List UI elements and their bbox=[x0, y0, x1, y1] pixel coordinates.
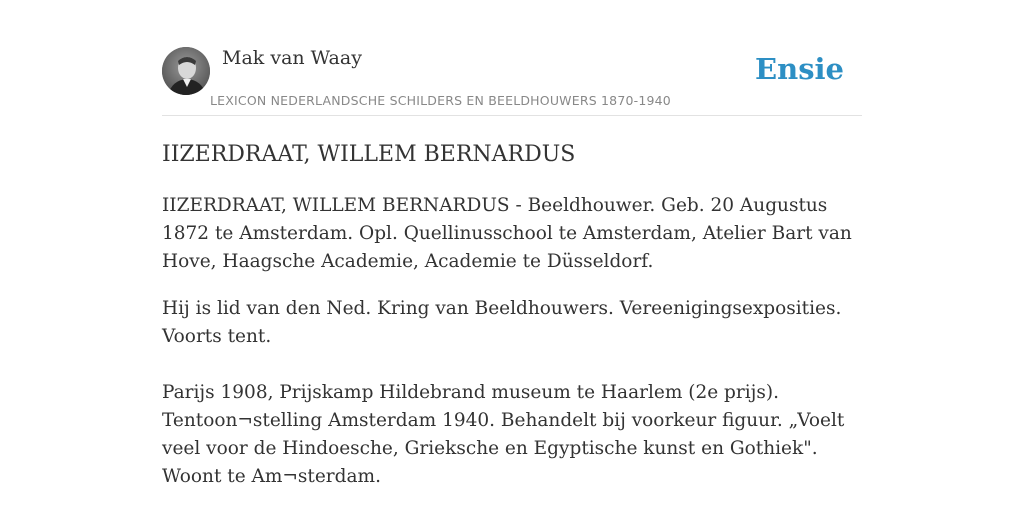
page-header bbox=[162, 46, 862, 116]
entry-paragraph: Hij is lid van den Ned. Kring van Beeldhouwers. Vereenigingsexposities. Voorts tent. Parijs 1908, Prijskamp Hildebrand museum te Haarlem (2e prijs). Tentoon¬stelling Amsterdam 1940. Behandelt bij voorkeur figuur. „Voelt veel voor de Hindoesche, Grieksche en Egyptische kunst en Gothiek". Woont te Am¬sterdam. bbox=[162, 298, 845, 487]
source-title[interactable]: LEXICON NEDERLANDSCHE SCHILDERS EN BEELDHOUWERS 1870-1940 bbox=[210, 93, 671, 108]
entry-title: IIZERDRAAT, WILLEM BERNARDUS bbox=[162, 142, 576, 167]
author-portrait-icon bbox=[162, 47, 210, 95]
author-avatar[interactable] bbox=[162, 47, 210, 95]
ensie-logo[interactable]: Ensie bbox=[755, 52, 844, 86]
header-divider bbox=[162, 115, 862, 116]
author-name[interactable]: Mak van Waay bbox=[222, 47, 362, 69]
entry-paragraph: IIZERDRAAT, WILLEM BERNARDUS - Beeldhouwer. Geb. 20 Augustus 1872 te Amsterdam. Opl. Quellinusschool te Amsterdam, Atelier Bart van Hove, Haagsche Academie, Academie te Düsseldorf. bbox=[162, 195, 852, 272]
entry-body bbox=[162, 192, 862, 510]
